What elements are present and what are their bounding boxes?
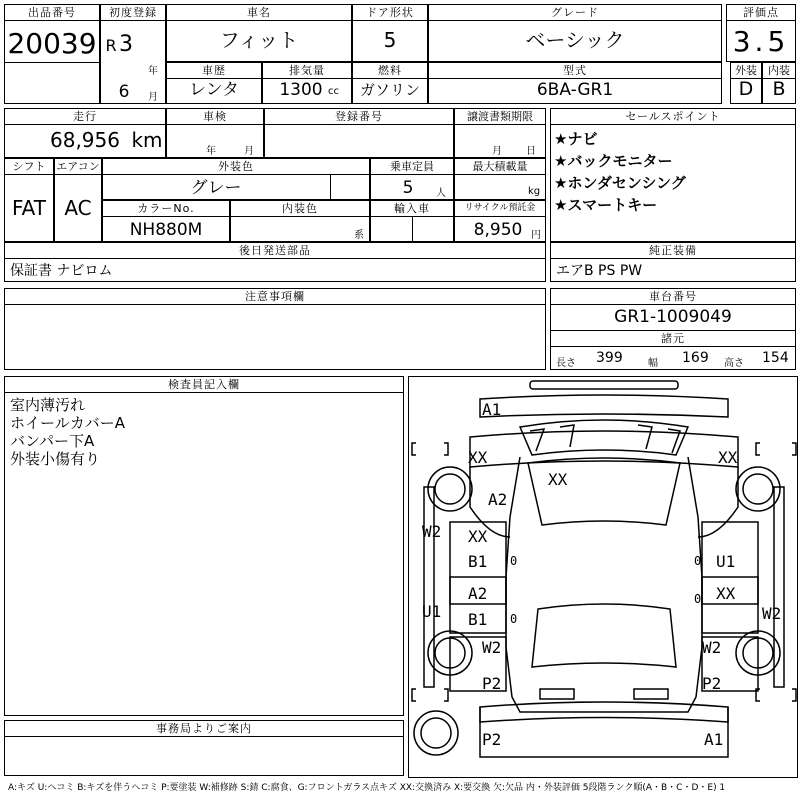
first-reg-label: 初度登録 xyxy=(100,5,166,21)
exterior-label: 外装 xyxy=(730,63,762,79)
mark-zero: 0 xyxy=(510,612,518,626)
car-name-label: 車名 xyxy=(166,5,352,21)
mark-p2-rear-bumper: P2 xyxy=(482,730,502,749)
mark-w2-left-rear: W2 xyxy=(482,638,502,657)
inspector-note: 外装小傷有り xyxy=(10,450,101,468)
interior-label: 内装 xyxy=(762,63,796,79)
era: R xyxy=(105,36,117,55)
inspection-label: 車検 xyxy=(166,109,264,125)
ac-label: エアコン xyxy=(54,159,102,175)
first-reg-month: 6 xyxy=(118,82,130,102)
office-label: 事務局よりご案内 xyxy=(4,721,404,737)
sales-point-item: ★スマートキー xyxy=(554,196,658,214)
sales-points-label: セールスポイント xyxy=(550,109,796,125)
transfer-month-unit: 月 xyxy=(492,146,502,157)
mark-w2-right-rear: W2 xyxy=(702,638,722,657)
fuel-value: ガソリン xyxy=(359,81,420,99)
width-value: 169 xyxy=(682,350,709,366)
mark-zero: 0 xyxy=(694,554,702,568)
recycle-label: リサイクル預託金 xyxy=(454,201,546,217)
lot-number: 20039 xyxy=(7,27,97,60)
ext-color-value: グレー xyxy=(190,178,242,198)
mark-b1-left-rear-door: B1 xyxy=(468,610,488,629)
displacement-unit: cc xyxy=(328,86,339,97)
length-value: 399 xyxy=(596,350,623,366)
later-parts-value: 保証書 ナビロム xyxy=(10,263,113,279)
int-color-unit: 系 xyxy=(354,230,364,241)
height-label: 高さ xyxy=(724,358,744,369)
displacement-label: 排気量 xyxy=(262,63,352,79)
month-unit: 月 xyxy=(148,92,158,103)
mark-p2-left-rear: P2 xyxy=(482,674,502,693)
inspector-note: ホイールカバーA xyxy=(10,414,125,432)
sales-point-item: ★ホンダセンシング xyxy=(554,174,686,192)
capacity-unit: 人 xyxy=(436,188,446,199)
genuine-label: 純正装備 xyxy=(550,243,796,259)
mark-a1-rear-bumper: A1 xyxy=(704,730,724,749)
reg-no-label: 登録番号 xyxy=(264,109,454,125)
year-unit: 年 xyxy=(148,66,158,77)
later-parts-label: 後日発送部品 xyxy=(4,243,546,259)
inspector-note: 室内薄汚れ xyxy=(10,396,86,414)
model-label: 型式 xyxy=(428,63,722,79)
ext-color-label: 外装色 xyxy=(102,159,370,175)
damage-code-legend: A:キズ U:ヘコミ B:キズを伴うヘコミ P:要塗装 W:補修跡 S:錆 C:腐食、G:フロントガラス点キズ XX:交換済み X:要交換 欠:欠品 内・外装評価 5段階ランク順(A・B・C・D・E) 1 xyxy=(8,783,726,793)
door-label: ドア形状 xyxy=(352,5,428,21)
grade-label: グレード xyxy=(428,5,722,21)
inspector-label: 検査員記入欄 xyxy=(4,377,404,393)
mark-b1-left-front-door: B1 xyxy=(468,552,488,571)
mark-u1-left-rocker: U1 xyxy=(422,602,442,621)
mark-zero: 0 xyxy=(694,592,702,606)
car-name: フィット xyxy=(219,28,299,52)
capacity-label: 乗車定員 xyxy=(370,159,454,175)
int-color-label: 内装色 xyxy=(230,201,370,217)
capacity-value: 5 xyxy=(402,178,414,198)
grade-value: ベーシック xyxy=(525,28,625,52)
recycle-unit: 円 xyxy=(531,230,541,241)
width-label: 幅 xyxy=(648,358,658,369)
height-value: 154 xyxy=(762,350,789,366)
transfer-label: 譲渡書類期限 xyxy=(454,109,546,125)
score-value: 3.5 xyxy=(732,25,790,58)
lot-number-label: 出品番号 xyxy=(4,5,100,21)
mileage-unit: km xyxy=(131,128,163,152)
chassis-label: 車台番号 xyxy=(550,289,796,305)
mileage-value: 68,956 xyxy=(50,128,120,152)
lot-divider xyxy=(4,62,100,63)
mileage-label: 走行 xyxy=(4,109,166,125)
displacement-value: 1300 xyxy=(279,80,323,100)
history-label: 車歴 xyxy=(166,63,262,79)
mark-xx-right-fender: XX xyxy=(718,448,738,467)
shift-label: シフト xyxy=(4,159,54,175)
recycle-value: 8,950 xyxy=(473,220,523,240)
spec-label: 諸元 xyxy=(550,330,796,347)
mark-xx-left-front-door: XX xyxy=(468,527,488,546)
color-no-value: NH880M xyxy=(129,220,203,240)
model-value: 6BA-GR1 xyxy=(536,80,614,100)
color-no-label: カラーNo. xyxy=(102,201,230,217)
mark-a2-hood: A2 xyxy=(488,490,508,509)
mark-zero: 0 xyxy=(510,554,518,568)
mark-a1-front: A1 xyxy=(482,400,502,419)
length-label: 長さ xyxy=(556,358,576,369)
ext-color-divider xyxy=(330,174,331,200)
mark-a2-left-rear-door: A2 xyxy=(468,584,488,603)
score-label: 評価点 xyxy=(726,5,796,21)
inspection-year-unit: 年 xyxy=(206,146,216,157)
mark-xx-roof: XX xyxy=(548,470,568,489)
exterior-value: D xyxy=(738,78,754,100)
mark-xx-right-rear-door: XX xyxy=(716,584,736,603)
first-reg-year: 3 xyxy=(119,32,133,57)
mark-xx-left-fender: XX xyxy=(468,448,488,467)
max-load-label: 最大積載量 xyxy=(454,159,546,175)
mark-p2-right-rear: P2 xyxy=(702,674,722,693)
mark-w2-left-rocker: W2 xyxy=(422,522,442,541)
interior-value: B xyxy=(772,78,786,100)
import-label: 輸入車 xyxy=(370,201,454,217)
inspection-month-unit: 月 xyxy=(244,146,254,157)
ac-value: AC xyxy=(64,196,92,220)
sales-point-item: ★ナビ xyxy=(554,130,598,148)
mark-w2-right-rocker: W2 xyxy=(762,604,782,623)
door-value: 5 xyxy=(383,28,397,52)
import-divider xyxy=(412,216,413,242)
notes-label: 注意事項欄 xyxy=(4,289,546,305)
fuel-label: 燃料 xyxy=(352,63,428,79)
max-load-unit: kg xyxy=(528,186,541,197)
genuine-value: エアB PS PW xyxy=(556,263,643,279)
shift-value: FAT xyxy=(11,196,46,220)
sales-point-item: ★バックモニター xyxy=(554,152,673,170)
car-condition-diagram xyxy=(410,377,798,778)
mark-u1-right-front-door: U1 xyxy=(716,552,736,571)
inspector-note: バンパー下A xyxy=(10,432,95,450)
history-value: レンタ xyxy=(189,80,239,100)
transfer-day-unit: 日 xyxy=(526,146,536,157)
chassis-number: GR1-1009049 xyxy=(614,307,732,327)
